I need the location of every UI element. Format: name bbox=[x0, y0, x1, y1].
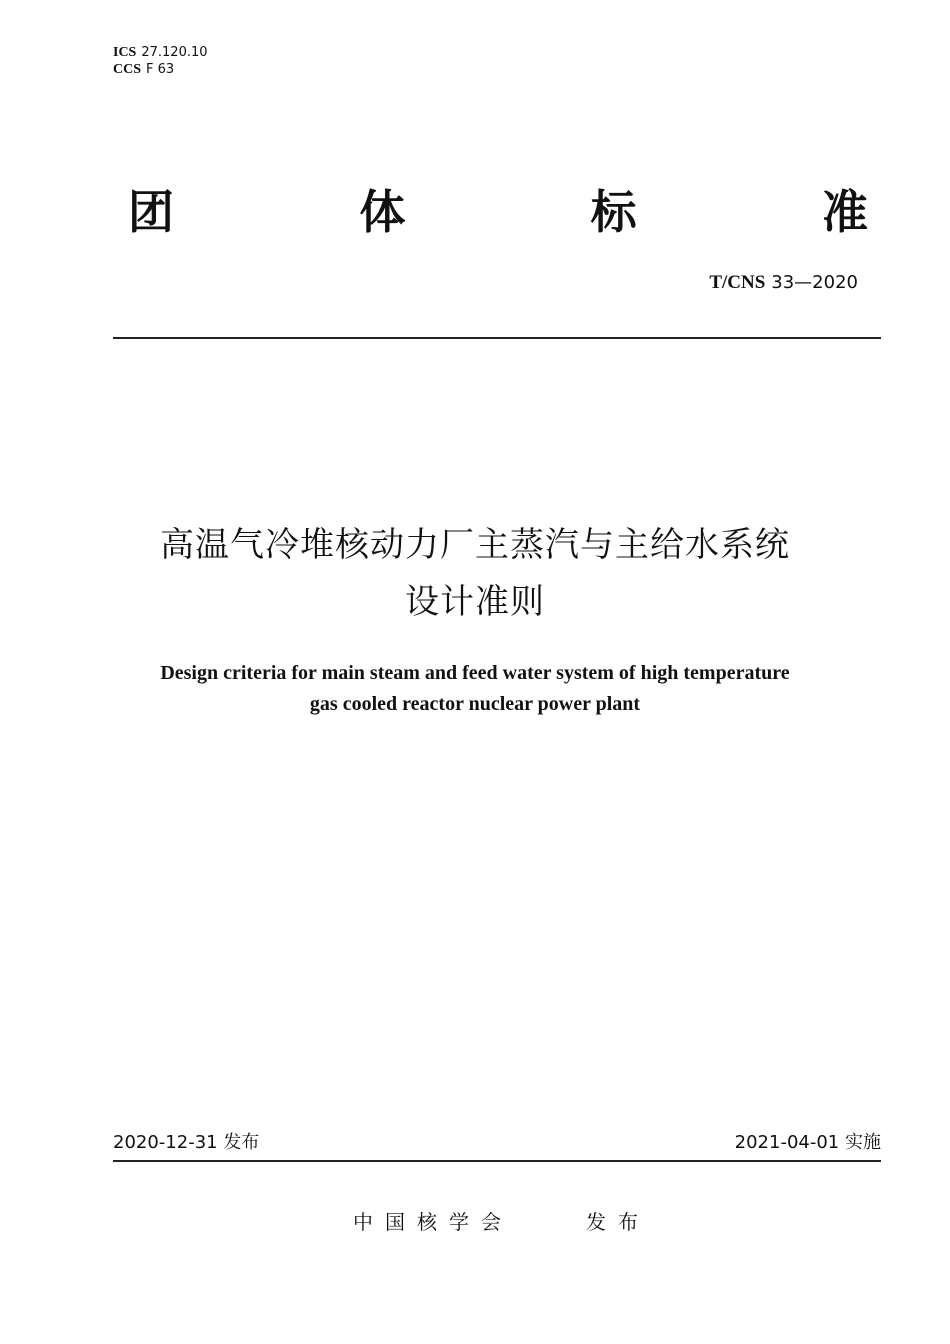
standard-type-heading bbox=[128, 184, 868, 240]
ccs-value: F 63 bbox=[146, 62, 175, 77]
heading-char: 标 bbox=[590, 185, 637, 239]
heading-char: 团 bbox=[128, 185, 174, 239]
publish-action: 发布 bbox=[586, 1210, 650, 1234]
standard-number-value: 33—2020 bbox=[771, 272, 858, 293]
ics-code-row bbox=[113, 44, 208, 61]
ccs-label: CCS bbox=[113, 62, 142, 77]
ics-value: 27.120.10 bbox=[141, 45, 208, 60]
publisher-name: 中国核学会 bbox=[353, 1210, 513, 1234]
english-title-line-2: gas cooled reactor nuclear power plant bbox=[309, 693, 641, 715]
footer-divider bbox=[113, 1160, 881, 1162]
english-title-line-1: Design criteria for main steam and feed water system of high temperature bbox=[160, 662, 790, 684]
standard-number bbox=[709, 272, 858, 294]
ccs-code-row bbox=[113, 61, 208, 78]
chinese-title-line-2: 设计准则 bbox=[405, 582, 545, 622]
heading-char: 准 bbox=[821, 185, 868, 239]
heading-char: 体 bbox=[359, 185, 406, 239]
implementation-date: 2021-04-01 实施 bbox=[734, 1132, 881, 1153]
classification-codes bbox=[113, 44, 208, 78]
standard-number-prefix: T/CNS bbox=[709, 272, 766, 293]
release-date: 2020-12-31 发布 bbox=[113, 1132, 260, 1153]
header-divider bbox=[113, 337, 881, 339]
chinese-title-line-1: 高温气冷堆核动力厂主蒸汽与主给水系统 bbox=[160, 525, 790, 565]
ics-label: ICS bbox=[113, 45, 137, 60]
